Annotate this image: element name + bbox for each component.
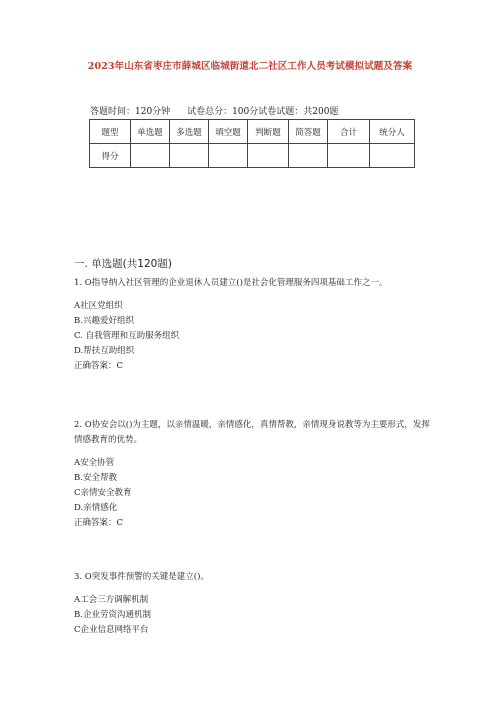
question-2 (74, 418, 434, 531)
score-table-score-row (90, 144, 415, 168)
option-d: D.亲情感化 (74, 503, 118, 513)
score-cell (170, 144, 209, 168)
score-cell (248, 144, 289, 168)
option-a: A工会三方调解机制 (74, 595, 149, 605)
question-1 (74, 276, 434, 374)
exam-time: 答题时间：120分钟 (90, 107, 171, 117)
question-stem: 1. O指导纳入社区管理的企业退休人员建立()是社会化管理服务四项基础工作之一。 (74, 278, 388, 288)
option-a: A安全协管 (74, 458, 115, 468)
score-table (89, 119, 415, 168)
option-b: B.兴趣爱好组织 (74, 316, 134, 326)
score-cell (209, 144, 248, 168)
score-header-cell: 填空题 (209, 120, 248, 144)
correct-answer: 正确答案：C (74, 361, 124, 371)
question-stem: 2. O协安会以()为主题，以亲情温暖，亲情感化，真情帮教，亲情现身说教等为主要形式，发挥情感教育的优势。 (74, 420, 430, 445)
score-header-cell: 题型 (90, 120, 131, 144)
score-header-cell: 简答题 (289, 120, 328, 144)
option-b: B.企业劳资沟通机制 (74, 610, 151, 620)
score-header-cell: 合计 (328, 120, 370, 144)
question-stem: 3. O突发事件预警的关键是建立()。 (74, 572, 209, 582)
score-header-cell: 单选题 (131, 120, 170, 144)
option-d: D.帮扶互助组织 (74, 346, 135, 356)
option-c: C. 自我管理和互助服务组织 (74, 331, 180, 341)
exam-total-score: 试卷总分：100分 (187, 107, 259, 117)
option-c: C企业信息网络平台 (74, 625, 149, 635)
option-b: B.安全帮教 (74, 473, 117, 483)
score-header-cell: 判断题 (248, 120, 289, 144)
option-c: C亲情安全教育 (74, 488, 132, 498)
score-header-cell: 多选题 (170, 120, 209, 144)
score-row-label: 得分 (90, 144, 131, 168)
exam-meta (90, 104, 352, 117)
score-cell (131, 144, 170, 168)
question-3 (74, 570, 434, 638)
exam-question-count: 试卷试题：共200题 (258, 107, 339, 117)
correct-answer: 正确答案：C (74, 518, 124, 528)
option-a: A社区党组织 (74, 301, 123, 311)
score-cell (289, 144, 328, 168)
score-cell (328, 144, 370, 168)
score-header-cell: 统分人 (370, 120, 415, 144)
section-heading: 一. 单选题(共120题) (74, 258, 172, 270)
score-table-header-row (90, 120, 415, 144)
score-cell (370, 144, 415, 168)
document-title: 2023年山东省枣庄市薛城区临城街道北二社区工作人员考试模拟试题及答案 (87, 61, 413, 72)
